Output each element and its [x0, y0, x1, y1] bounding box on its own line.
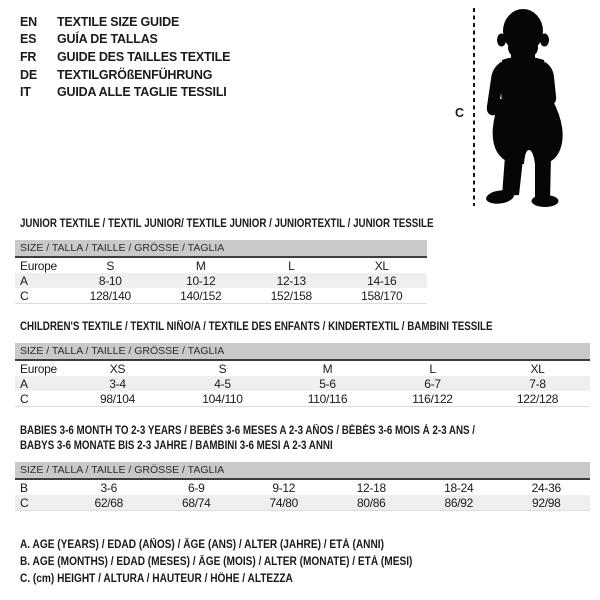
table-row: [15, 288, 427, 303]
size-header-bar: SIZE / TALLA / TAILLE / GRÖSSE / TAGLIA: [15, 343, 590, 359]
footnote-line: C. (cm) HEIGHT / ALTURA / HAUTEUR / HÖHE / ALTEZZA: [20, 573, 293, 585]
table-cell: S: [218, 361, 227, 376]
language-row: [20, 83, 230, 101]
junior-textile-section: [0, 217, 600, 304]
table-row: [15, 376, 590, 391]
section-title-line: BABIES 3-6 MONTH TO 2-3 YEARS / BEBÉS 3-6 MESES A 2-3 AÑOS / BÉBÉS 3-6 MOIS À 2-3 ANS /: [20, 425, 476, 437]
table-cell: 152/158: [270, 288, 312, 303]
table-cell: 86/92: [444, 495, 474, 510]
language-row: [20, 31, 230, 49]
height-measure-line: [473, 8, 475, 206]
table-cell: L: [288, 258, 295, 273]
size-header-bar: SIZE / TALLA / TAILLE / GRÖSSE / TAGLIA: [15, 462, 590, 478]
children-textile-section: [0, 320, 600, 407]
guide-title-text: TEXTILGRÖßENFÜHRUNG: [57, 67, 213, 82]
table-cell: 3-6: [100, 480, 117, 495]
table-cell: 24-36: [531, 480, 561, 495]
row-label: A: [20, 273, 28, 288]
table-row: [15, 391, 590, 406]
row-label: C: [20, 495, 29, 510]
table-cell: 14-16: [367, 273, 397, 288]
section-title-line: CHILDREN'S TEXTILE / TEXTIL NIÑO/A / TEXTILE DES ENFANTS / KINDERTEXTIL / BAMBINI TESSILE: [20, 321, 493, 333]
row-label: Europe: [20, 361, 57, 376]
table-cell: 158/170: [361, 288, 403, 303]
language-code: DE: [20, 67, 37, 82]
table-cell: 4-5: [214, 376, 231, 391]
row-label: C: [20, 391, 29, 406]
table-cell: XL: [530, 361, 545, 376]
table-cell: 116/122: [412, 391, 453, 406]
table-cell: 9-12: [272, 480, 296, 495]
baby-silhouette-icon: [479, 4, 587, 208]
guide-title-text: TEXTILE SIZE GUIDE: [57, 14, 180, 29]
footnotes: [20, 537, 466, 588]
table-cell: 98/104: [100, 391, 135, 406]
guide-title-text: GUIDA ALLE TAGLIE TESSILI: [57, 85, 227, 100]
table-cell: 12-13: [276, 273, 306, 288]
row-label: C: [20, 288, 29, 303]
table-cell: 10-12: [186, 273, 216, 288]
table-cell: 62/68: [94, 495, 124, 510]
table-cell: M: [195, 258, 206, 273]
size-header-bar: SIZE / TALLA / TAILLE / GRÖSSE / TAGLIA: [15, 240, 427, 256]
table-cell: XL: [374, 258, 389, 273]
footnote-line: A. AGE (YEARS) / EDAD (AÑOS) / ÂGE (ANS) / ALTER (JAHRE) / ETÀ (ANNI): [20, 539, 384, 551]
table-cell: M: [322, 361, 333, 376]
table-cell: 12-18: [356, 480, 386, 495]
table-cell: 3-4: [109, 376, 126, 391]
table-cell: S: [106, 258, 115, 273]
table-cell: 80/86: [356, 495, 386, 510]
junior-size-table: [15, 256, 427, 304]
table-cell: 104/110: [202, 391, 243, 406]
table-cell: 5-6: [319, 376, 336, 391]
table-cell: 122/128: [516, 391, 559, 406]
language-row: [20, 66, 230, 84]
table-cell: 92/98: [531, 495, 561, 510]
language-code: FR: [20, 49, 37, 64]
table-row: [15, 273, 427, 288]
table-cell: 6-7: [424, 376, 441, 391]
section-title-babies: [20, 424, 513, 454]
language-code: IT: [20, 85, 31, 100]
table-cell: 18-24: [444, 480, 474, 495]
table-cell: 7-8: [529, 376, 546, 391]
row-label: A: [20, 376, 28, 391]
language-row: [20, 48, 230, 66]
babies-size-table: [15, 478, 590, 511]
row-label: Europe: [20, 258, 57, 273]
table-cell: 140/152: [180, 288, 222, 303]
table-cell: 8-10: [98, 273, 122, 288]
language-code: ES: [20, 32, 37, 47]
table-cell: 74/80: [269, 495, 299, 510]
table-cell: 128/140: [89, 288, 131, 303]
table-cell: L: [429, 361, 436, 376]
section-title-line: JUNIOR TEXTILE / TEXTIL JUNIOR/ TEXTILE JUNIOR / JUNIORTEXTIL / JUNIOR TESSILE: [20, 218, 434, 230]
footnote-line: B. AGE (MONTHS) / EDAD (MESES) / ÂGE (MOIS) / ALTER (MONATE) / ETÀ (MESI): [20, 556, 413, 568]
table-row: [15, 480, 590, 495]
table-cell: 6-9: [188, 480, 205, 495]
table-row: [15, 361, 590, 376]
guide-title-text: GUÍA DE TALLAS: [57, 32, 158, 47]
language-code: EN: [20, 14, 37, 29]
language-row: [20, 13, 230, 31]
table-cell: 68/74: [181, 495, 211, 510]
row-label: B: [20, 480, 28, 495]
section-title-junior: [20, 217, 513, 232]
language-title-list: [20, 13, 230, 101]
figure-measure-label: C: [455, 106, 465, 120]
section-title-line: BABYS 3-6 MONATE BIS 2-3 JAHRE / BAMBINI 3-6 MESI A 2-3 ANNI: [20, 440, 333, 452]
table-cell: 110/116: [307, 391, 348, 406]
table-row: [15, 258, 427, 273]
guide-title-text: GUIDE DES TAILLES TEXTILE: [57, 49, 231, 64]
table-row: [15, 495, 590, 510]
babies-textile-section: [0, 424, 600, 511]
children-size-table: [15, 359, 590, 407]
table-cell: XS: [109, 361, 126, 376]
section-title-children: [20, 320, 513, 335]
